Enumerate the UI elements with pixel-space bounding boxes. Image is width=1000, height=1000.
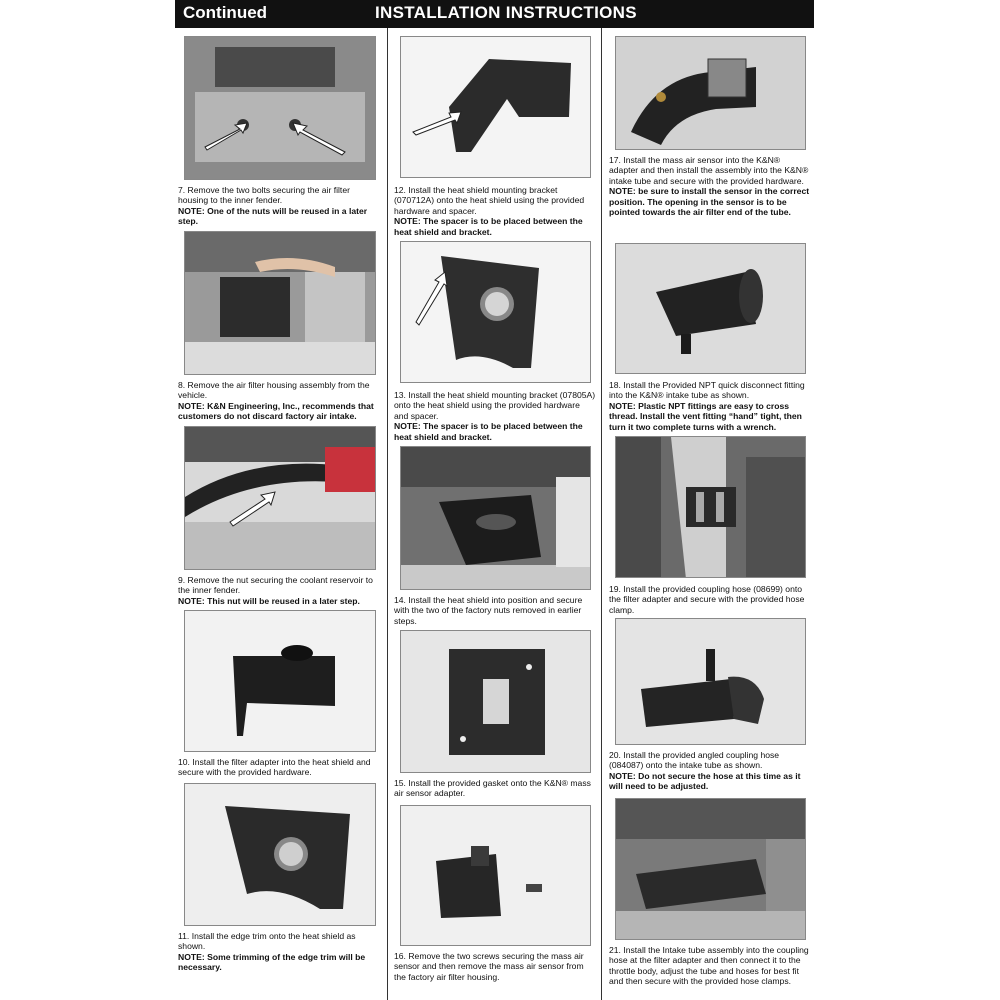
step-17-photo xyxy=(615,36,806,150)
step-16-photo xyxy=(400,805,591,946)
step-14-photo xyxy=(400,446,591,590)
step-21-caption xyxy=(609,945,811,987)
step-note: NOTE: be sure to install the sensor in the correct position. The opening in the sensor is to be pointed towards the air filter end of the tube. xyxy=(609,186,810,218)
column-divider xyxy=(387,28,388,1000)
step-8-photo xyxy=(184,231,376,375)
step-note: NOTE: Plastic NPT fittings are easy to cross thread. Install the vent fitting “hand” tight, then turn it two complete turns with a wrench. xyxy=(609,400,802,432)
step-11-caption xyxy=(178,931,380,973)
step-text: 10. Install the filter adapter into the heat shield and secure with the provided hardware. xyxy=(178,757,371,778)
step-16-caption xyxy=(394,951,596,982)
step-7-photo xyxy=(184,36,376,180)
step-text: 12. Install the heat shield mounting bracket (070712A) onto the heat shield using the provided hardware and spacer. xyxy=(394,185,585,216)
step-13-photo xyxy=(400,241,591,383)
step-14-caption xyxy=(394,595,596,626)
step-18-caption xyxy=(609,380,811,432)
step-text: 7. Remove the two bolts securing the air filter housing to the inner fender. xyxy=(178,185,350,206)
step-9-photo xyxy=(184,426,376,570)
step-note: NOTE: Some trimming of the edge trim will be necessary. xyxy=(178,951,366,973)
step-note: NOTE: This nut will be reused in a later step. xyxy=(178,595,360,606)
step-note: NOTE: The spacer is to be placed between the heat shield and bracket. xyxy=(394,421,583,442)
step-9-caption xyxy=(178,575,380,606)
step-text: 9. Remove the nut securing the coolant reservoir to the inner fender. xyxy=(178,575,373,596)
step-text: 13. Install the heat shield mounting bracket (07805A) onto the heat shield using the provided hardware and spacer. xyxy=(394,390,596,421)
step-text: 8. Remove the air filter housing assembly from the vehicle. xyxy=(178,380,370,401)
step-19-photo xyxy=(615,436,806,578)
step-note: NOTE: K&N Engineering, Inc., recommends that customers do not discard factory air intake. xyxy=(178,400,374,422)
step-10-photo xyxy=(184,610,376,752)
step-12-caption xyxy=(394,185,596,237)
step-19-caption xyxy=(609,584,811,615)
continued-label: Continued xyxy=(183,3,268,22)
step-note: NOTE: One of the nuts will be reused in a later step. xyxy=(178,205,368,227)
step-20-caption xyxy=(609,750,811,792)
step-text: 19. Install the provided coupling hose (08699) onto the filter adapter and secure with the provided hose clamp. xyxy=(609,584,805,615)
step-text: 16. Remove the two screws securing the mass air sensor and then remove the mass air sensor from the factory air filter housing. xyxy=(394,951,584,982)
step-15-photo xyxy=(400,630,591,773)
step-text: 11. Install the edge trim onto the heat shield as shown. xyxy=(178,931,356,952)
header-bar xyxy=(175,0,814,28)
step-text: 21. Install the Intake tube assembly into the coupling hose at the filter adapter and then connect it to the throttle body, adjust the tube and hoses for best fit and then secure with the provided hose clamps. xyxy=(609,945,809,987)
step-note: NOTE: The spacer is to be placed between the heat shield and bracket. xyxy=(394,216,583,237)
page-title: INSTALLATION INSTRUCTIONS xyxy=(375,3,637,22)
column-divider xyxy=(601,28,602,1000)
step-15-caption xyxy=(394,778,596,799)
step-20-photo xyxy=(615,618,806,745)
step-text: 20. Install the provided angled coupling hose (084087) onto the intake tube as shown. xyxy=(609,750,780,771)
step-text: 17. Install the mass air sensor into the K&N® adapter and then install the assembly into the K&N® intake tube and secure with the provided hardware. xyxy=(609,155,809,186)
step-text: 18. Install the Provided NPT quick disconnect fitting into the K&N® intake tube as shown. xyxy=(609,380,805,401)
step-8-caption xyxy=(178,380,380,422)
step-17-caption xyxy=(609,155,811,217)
step-text: 15. Install the provided gasket onto the K&N® mass air sensor adapter. xyxy=(394,778,591,799)
step-12-photo xyxy=(400,36,591,178)
step-note: NOTE: Do not secure the hose at this time as it will need to be adjusted. xyxy=(609,770,801,792)
step-18-photo xyxy=(615,243,806,374)
step-10-caption xyxy=(178,757,380,778)
step-11-photo xyxy=(184,783,376,926)
step-21-photo xyxy=(615,798,806,940)
step-text: 14. Install the heat shield into position and secure with the two of the factory nuts removed in earlier steps. xyxy=(394,595,583,626)
step-7-caption xyxy=(178,185,380,227)
step-13-caption xyxy=(394,390,596,442)
